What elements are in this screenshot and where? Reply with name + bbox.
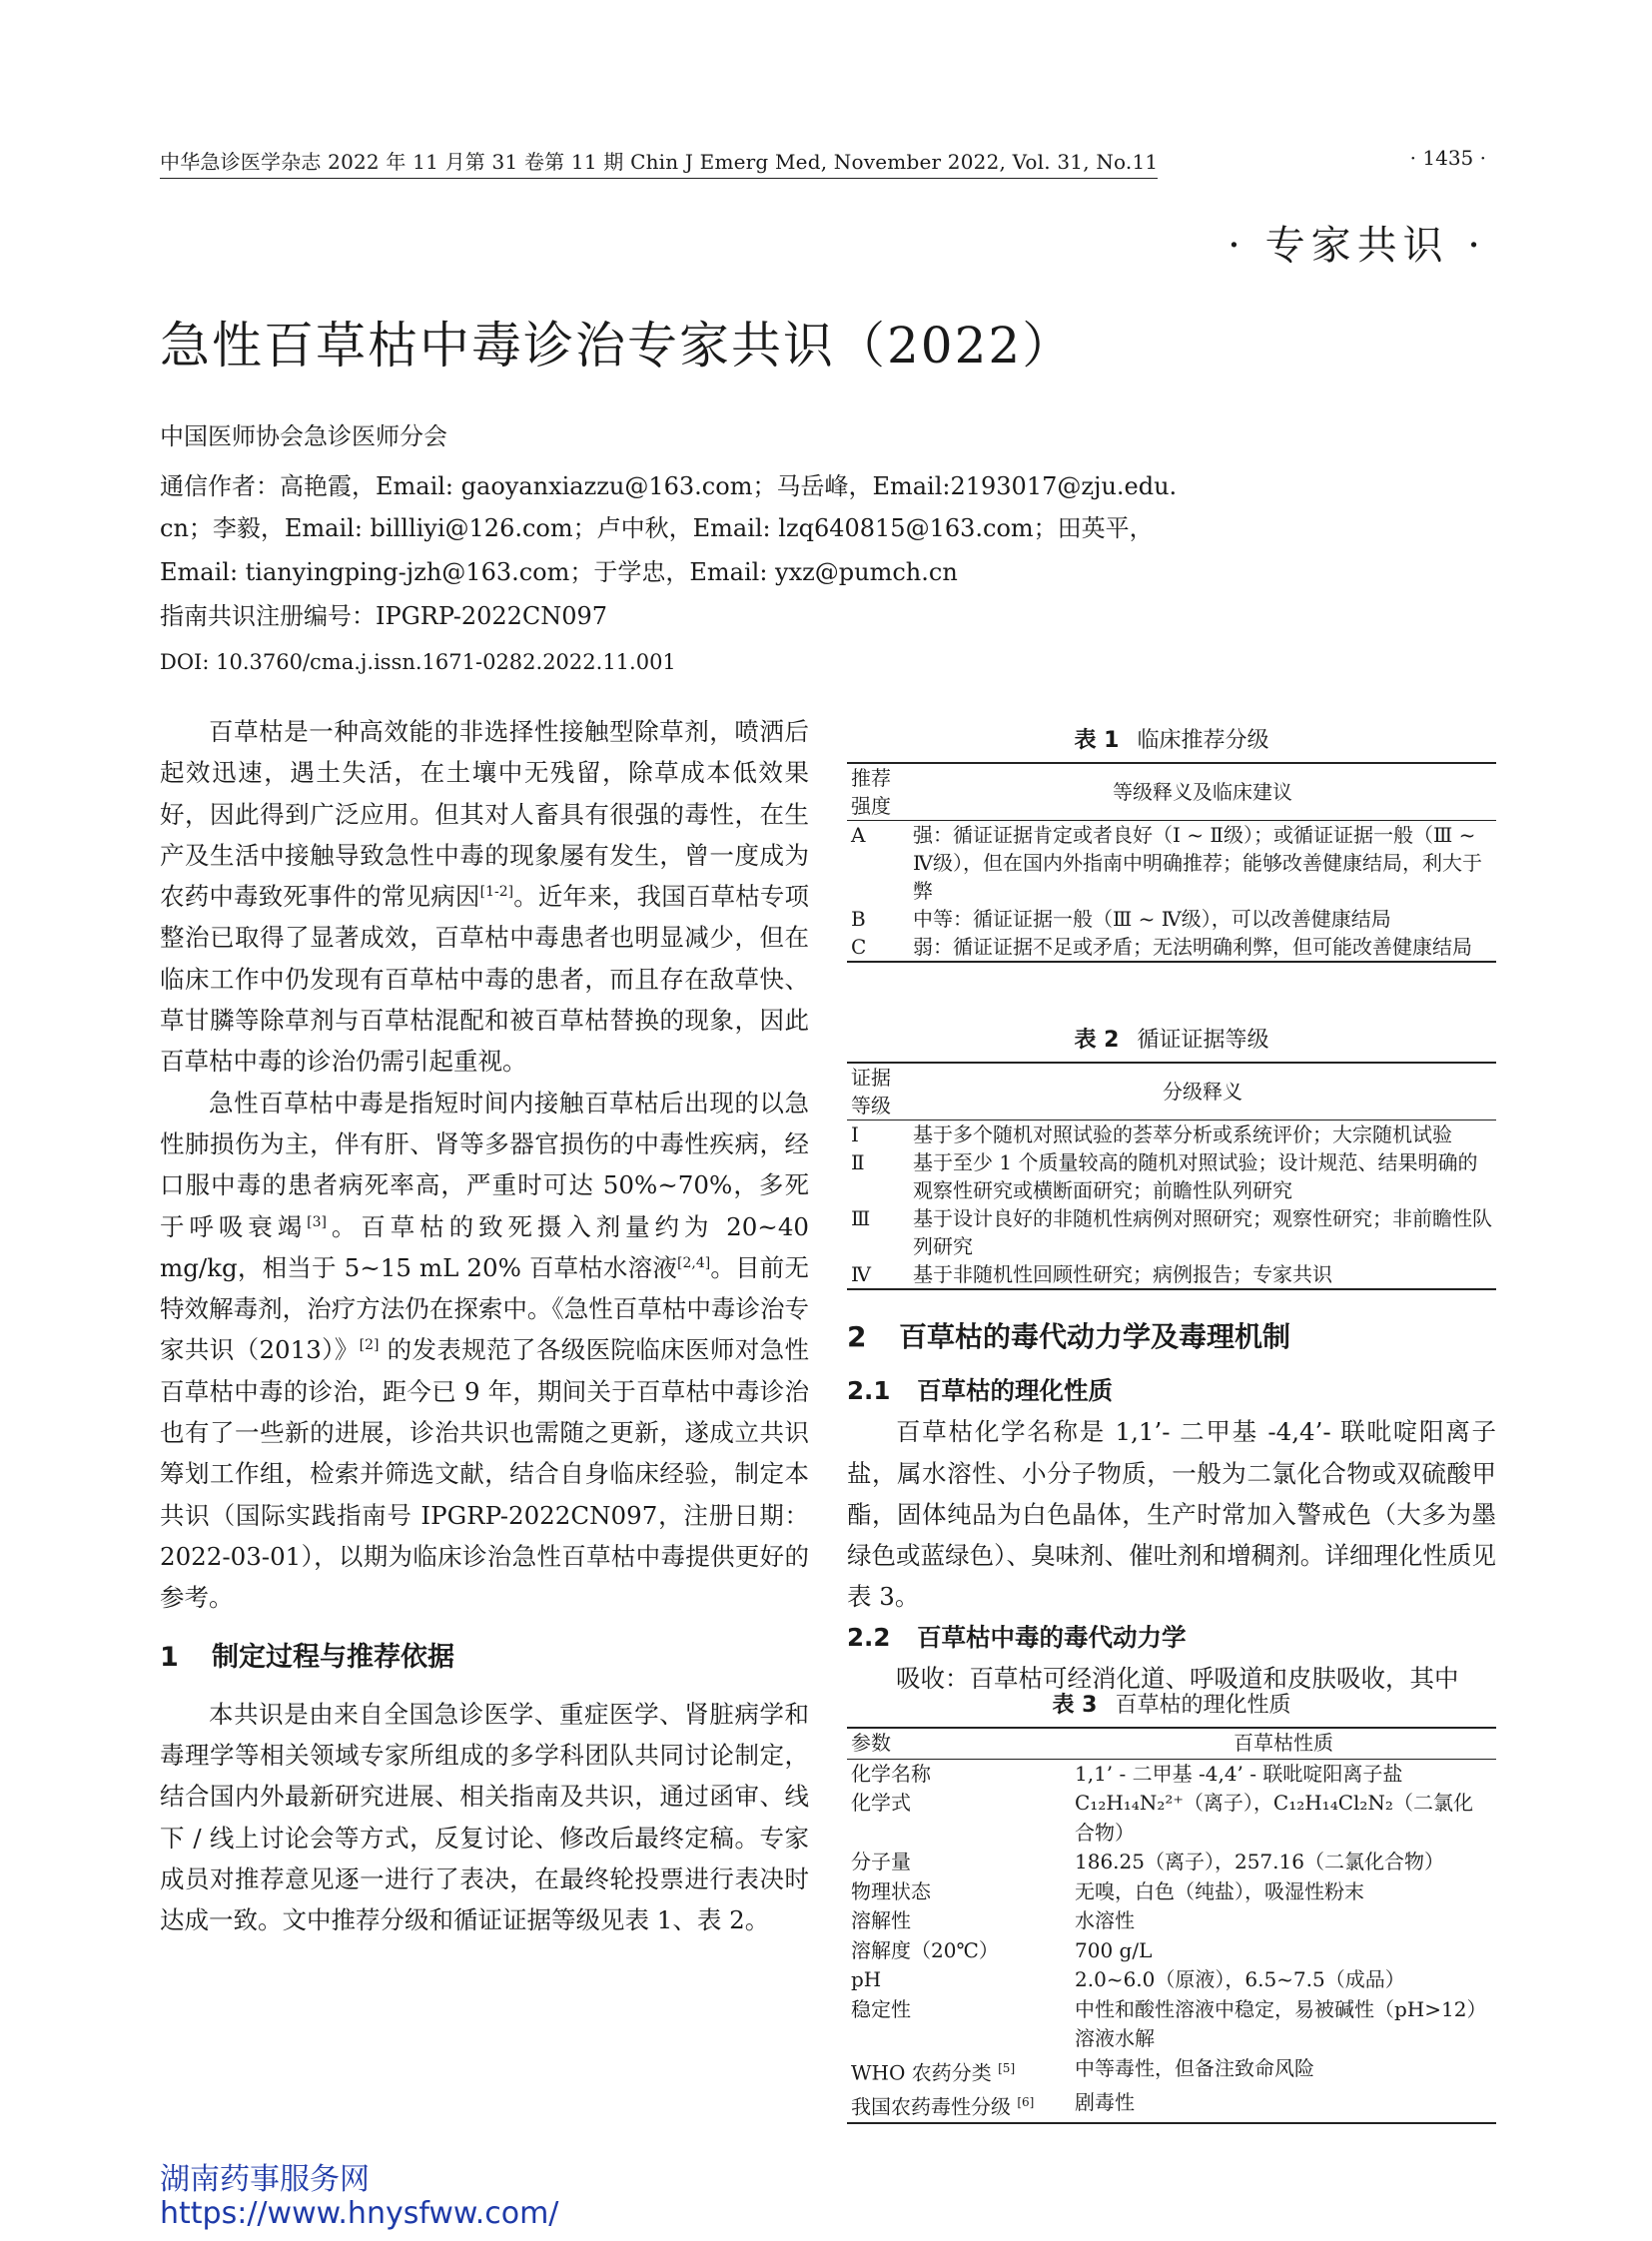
table-2 (847, 1023, 1496, 1290)
table-2-row-label: Ⅲ (851, 1206, 871, 1230)
table-3-row (847, 1995, 1496, 2054)
table-3-row-value: 2.0~6.0（原液），6.5~7.5（成品） (1075, 1967, 1405, 1991)
table-3-caption: 表 3 百草枯的理化性质 (1052, 1693, 1291, 1718)
article-title: 急性百草枯中毒诊治专家共识（2022） (160, 317, 1075, 374)
table-2-row-desc: 基于设计良好的非随机性病例对照研究；观察性研究；非前瞻性队列研究 (913, 1206, 1492, 1258)
table-2-row (847, 1260, 1496, 1289)
table-3-row (847, 2054, 1496, 2088)
table-1-row-desc: 强：循证证据肯定或者良好（Ⅰ ~ Ⅱ级）；或循证证据一般（Ⅲ ~ Ⅳ级），但在国内外指南中明确推荐；能够改善健康结局，利大于弊 (913, 823, 1482, 903)
paragraph-method: 本共识是由来自全国急诊医学、重症医学、肾脏病学和毒理学等相关领域专家所组成的多学科团队共同讨论制定，结合国内外最新研究进展、相关指南及共识，通过函审、线下 / 线上讨论会等方式，反复讨论、修改后最终定稿。专家成员对推荐意见逐一进行了表决，在最终轮投票进行表决时达成一致。文中推荐分级和循证证据等级见表 1、表 2。 (160, 1699, 809, 1935)
table-2-row-label: Ⅰ (851, 1122, 859, 1146)
paragraph-intro-1: 百草枯是一种高效能的非选择性接触型除草剂，喷洒后起效迅速，遇土失活，在土壤中无残留，除草成本低效果好，因此得到广泛应用。但其对人畜具有很强的毒性，在生产及生活中接触导致急性中毒的现象屡有发生，曾一度成为农药中毒致死事件的常见病因[1-2]。近年来，我国百草枯专项整治已取得了显著成效，百草枯中毒患者也明显减少，但在临床工作中仍发现有百草枯中毒的患者，而且存在敌草快、草甘膦等除草剂与百草枯混配和被百草枯替换的现象，因此百草枯中毒的诊治仍需引起重视。 (160, 717, 810, 1077)
table-2-row (847, 1120, 1496, 1149)
table-3-row-value: 中性和酸性溶液中稳定，易被碱性（pH>12）溶液水解 (1075, 1996, 1487, 2050)
table-3-row-value: 无嗅，白色（纯盐），吸湿性粉末 (1075, 1878, 1364, 1903)
table-3-row (847, 1848, 1496, 1877)
table-1-row (847, 905, 1496, 933)
table-3-row-value: C₁₂H₁₄N₂²⁺（离子），C₁₂H₁₄Cl₂N₂（二氯化合物） (1075, 1791, 1473, 1845)
table-3-row (847, 1759, 1496, 1789)
table-2-row (847, 1148, 1496, 1204)
table-3-row-param: 物理状态 (851, 1878, 931, 1903)
table-2-row (847, 1204, 1496, 1260)
table-3-row-param: 化学式 (851, 1791, 911, 1815)
table-3-row-value: 中等毒性，但备注致命风险 (1075, 2055, 1314, 2080)
table-3-row (847, 1789, 1496, 1848)
table-2-row-desc: 基于非随机性回顾性研究；病例报告；专家共识 (913, 1262, 1332, 1286)
citation: [3] (307, 1213, 327, 1230)
citation: [1-2] (479, 884, 514, 901)
table-3-row (847, 2088, 1496, 2123)
table-2-grid (847, 1062, 1496, 1290)
table-3-row-param: 化学名称 (851, 1761, 931, 1786)
section-heading-2-2: 2.2 百草枯中毒的毒代动力学 (847, 1622, 1187, 1652)
correspondence-line-2: cn；李毅，Email: billliyi@126.com；卢中秋，Email: lzq640815@163.com；田英平， (160, 514, 1154, 542)
table-3-row-param: WHO 农药分类 [5] (851, 2060, 1016, 2085)
table-1-header-grade: 推荐强度 (851, 766, 891, 818)
table-3-row-param: pH (851, 1967, 882, 1991)
table-1-row-label: A (851, 823, 866, 847)
table-1-row-desc: 弱：循证证据不足或矛盾；无法明确利弊，但可能改善健康结局 (913, 935, 1472, 959)
table-2-header-grade: 证据等级 (851, 1066, 891, 1118)
table-2-row-desc: 基于多个随机对照试验的荟萃分析或系统评价；大宗随机试验 (913, 1122, 1452, 1146)
table-3-row-value: 水溶性 (1075, 1908, 1135, 1932)
watermark (160, 2163, 558, 2231)
correspondence-line-1: 通信作者：高艳霞，Email: gaoyanxiazzu@163.com；马岳峰，Email:2193017@zju.edu. (160, 472, 1178, 500)
paragraph-intro-2: 急性百草枯中毒是指短时间内接触百草枯后出现的以急性肺损伤为主，伴有肝、肾等多器官损伤的中毒性疾病，经口服中毒的患者病死率高，严重时可达 50%~70%，多死于呼吸衰竭[3]。百草枯的致死摄入剂量约为 20~40 mg/kg，相当于 5~15 mL 20% 百草枯水溶液[2,4]。目前无特效解毒剂，治疗方法仍在探索中。《急性百草枯中毒诊治专家共识（2013）》[2] 的发表规范了各级医院临床医师对急性百草枯中毒的诊治，距今已 9 年，期间关于百草枯中毒诊治也有了一些新的进展，诊治共识也需随之更新，遂成立共识筹划工作组，检索并筛选文献，结合自身临床经验，制定本共识（国际实践指南号 IPGRP-2022CN097，注册日期：2022-03-01），以期为临床诊治急性百草枯中毒提供更好的参考。 (160, 1088, 809, 1613)
citation: [6] (1017, 2094, 1035, 2109)
paragraph-absorption: 吸收：百草枯可经消化道、呼吸道和皮肤吸收，其中 (896, 1663, 1459, 1693)
watermark-site-name: 湖南药事服务网 (160, 2162, 370, 2197)
table-1-caption: 表 1 临床推荐分级 (1074, 728, 1269, 753)
table-3-row-value: 1,1’ - 二甲基 -4,4’ - 联吡啶阳离子盐 (1075, 1761, 1403, 1786)
table-1-grid (847, 762, 1496, 963)
section-heading-1: 1 制定过程与推荐依据 (160, 1641, 454, 1673)
citation: [5] (998, 2060, 1016, 2075)
table-3-row-value: 剧毒性 (1075, 2089, 1135, 2114)
table-1 (847, 723, 1496, 963)
table-3 (847, 1688, 1496, 2124)
table-3-header-value: 百草枯性质 (1234, 1731, 1333, 1755)
table-2-row-label: Ⅳ (851, 1262, 871, 1286)
table-2-caption: 表 2 循证证据等级 (1074, 1028, 1269, 1053)
table-3-row-param: 我国农药毒性分级 [6] (851, 2094, 1035, 2119)
table-1-row (847, 821, 1496, 906)
citation: [2,4] (677, 1254, 711, 1271)
table-1-row-desc: 中等：循证证据一般（Ⅲ ~ Ⅳ级），可以改善健康结局 (913, 907, 1391, 931)
section-heading-2: 2 百草枯的毒代动力学及毒理机制 (847, 1320, 1291, 1353)
right-column (847, 1316, 1496, 1699)
left-column (160, 711, 809, 1941)
watermark-url[interactable]: https://www.hnysfww.com/ (160, 2196, 559, 2231)
table-2-row-label: Ⅱ (851, 1150, 865, 1174)
section-heading-2-1: 2.1 百草枯的理化性质 (847, 1376, 1113, 1406)
table-3-header-param: 参数 (851, 1731, 891, 1755)
table-3-row-value: 186.25（离子），257.16（二氯化合物） (1075, 1850, 1444, 1873)
table-3-row-param: 稳定性 (851, 1996, 911, 2021)
table-1-row-label: B (851, 907, 866, 931)
table-3-grid (847, 1727, 1496, 2124)
table-3-row-param: 分子量 (851, 1850, 911, 1873)
table-3-row (847, 1906, 1496, 1936)
registration-number: 指南共识注册编号：IPGRP-2022CN097 (160, 602, 608, 630)
table-2-row-desc: 基于至少 1 个质量较高的随机对照试验；设计规范、结果明确的观察性研究或横断面研究；前瞻性队列研究 (913, 1150, 1478, 1202)
table-3-row-param: 溶解性 (851, 1908, 911, 1932)
table-3-row (847, 1877, 1496, 1907)
table-1-header-desc: 等级释义及临床建议 (1113, 780, 1292, 804)
table-1-row (847, 933, 1496, 962)
paragraph-physchem: 百草枯化学名称是 1,1’- 二甲基 -4,4’- 联吡啶阳离子盐，属水溶性、小分子物质，一般为二氯化合物或双硫酸甲酯，固体纯品为白色晶体，生产时常加入警戒色（大多为墨绿色或蓝绿色）、臭味剂、催吐剂和增稠剂。详细理化性质见表 3。 (847, 1417, 1496, 1612)
table-2-header-desc: 分级释义 (1163, 1080, 1242, 1104)
table-3-row (847, 1965, 1496, 1995)
table-3-row-param: 溶解度（20℃） (851, 1937, 999, 1962)
doi: DOI: 10.3760/cma.j.issn.1671-0282.2022.11.001 (160, 650, 676, 674)
table-3-row (847, 1936, 1496, 1966)
table-3-row-value: 700 g/L (1075, 1937, 1153, 1962)
author-organization: 中国医师协会急诊医师分会 (160, 422, 447, 450)
citation: [2] (359, 1337, 380, 1354)
table-1-row-label: C (851, 935, 867, 959)
section-tag: · 专家共识 · (1228, 223, 1486, 269)
correspondence-line-3: Email: tianyingping-jzh@163.com；于学忠，Email: yxz@pumch.cn (160, 558, 958, 586)
page-number: · 1435 · (1409, 146, 1486, 170)
running-head: 中华急诊医学杂志 2022 年 11 月第 31 卷第 11 期 Chin J Emerg Med, November 2022, Vol. 31, No.11 (160, 146, 1158, 179)
